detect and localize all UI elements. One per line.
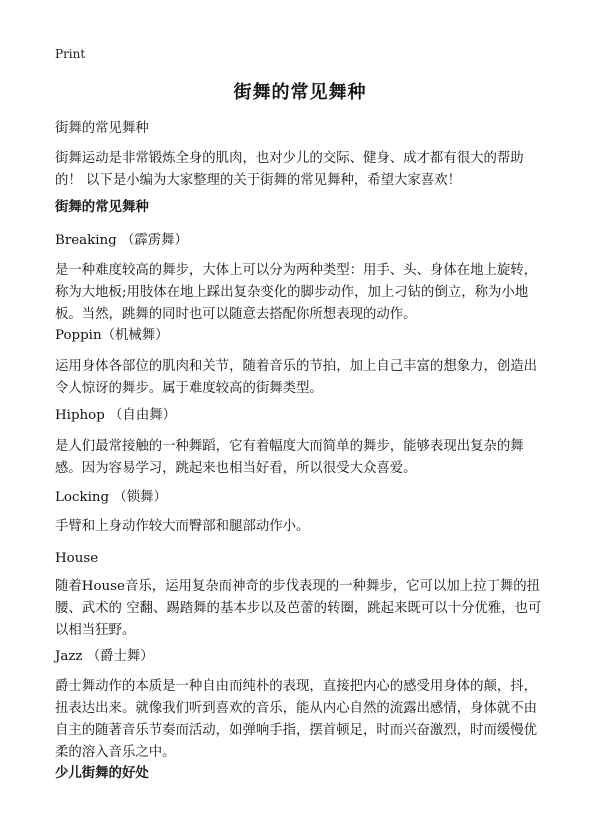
style-name-breaking: Breaking （霹雳舞） <box>55 233 188 248</box>
style-desc-jazz: 爵士舞动作的本质是一种自由而纯朴的表现，直接把内心的感受用身体的颠，抖，扭表达出来。就像我们听到喜欢的音乐，能从内心自然的流露出感情，身体就不由自主的随著音乐节奏而活动，如弹响手指，摆首顿足，时而兴奋激烈，时而缓慢优柔的溶入音乐之中。 <box>55 679 538 760</box>
style-name-hiphop: Hiphop （自由舞） <box>55 408 176 423</box>
style-desc-poppin: 运用身体各部位的肌肉和关节，随着音乐的节拍，加上自己丰富的想象力，创造出令人惊讶的舞步。属于难度较高的街舞类型。 <box>55 359 538 396</box>
intro-paragraph: 街舞运动是非常锻炼全身的肌肉，也对少儿的交际、健身、成才都有很大的帮助的！ 以下是小编为大家整理的关于街舞的常见舞种，希望大家喜欢！ <box>55 151 524 188</box>
style-name-locking: Locking （锁舞） <box>55 490 167 505</box>
section-heading-benefits: 少儿街舞的好处 <box>55 766 149 781</box>
subtitle: 街舞的常见舞种 <box>55 121 149 136</box>
style-desc-locking: 手臂和上身动作较大而臀部和腿部动作小。 <box>55 519 310 534</box>
section-heading-styles: 街舞的常见舞种 <box>55 200 149 215</box>
style-desc-hiphop: 是人们最常接触的一种舞蹈，它有着幅度大而简单的舞步，能够表现出复杂的舞感。因为容易学习，跳起来也相当好看，所以很受大众喜爱。 <box>55 439 524 476</box>
style-name-house: House <box>55 551 99 566</box>
print-link[interactable]: Print <box>55 47 86 61</box>
style-name-poppin: Poppin（机械舞） <box>55 328 169 343</box>
style-name-jazz: Jazz （爵士舞） <box>55 649 154 664</box>
style-desc-house: 随着House音乐，运用复杂而神奇的步伐表现的一种舞步，它可以加上拉丁舞的扭腰、武术的 空翻、踢踏舞的基本步以及芭蕾的转圈，跳起来既可以十分优雅，也可以相当狂野。 <box>55 579 542 638</box>
page-title: 街舞的常见舞种 <box>233 82 367 103</box>
style-desc-breaking: 是一种难度较高的舞步，大体上可以分为两种类型：用手、头、身体在地上旋转，称为大地板;用肢体在地上踩出复杂变化的脚步动作，加上刁钻的倒立，称为小地板。当然，跳舞的同时也可以随意去搭配你所想表现的动作。 <box>55 263 538 322</box>
